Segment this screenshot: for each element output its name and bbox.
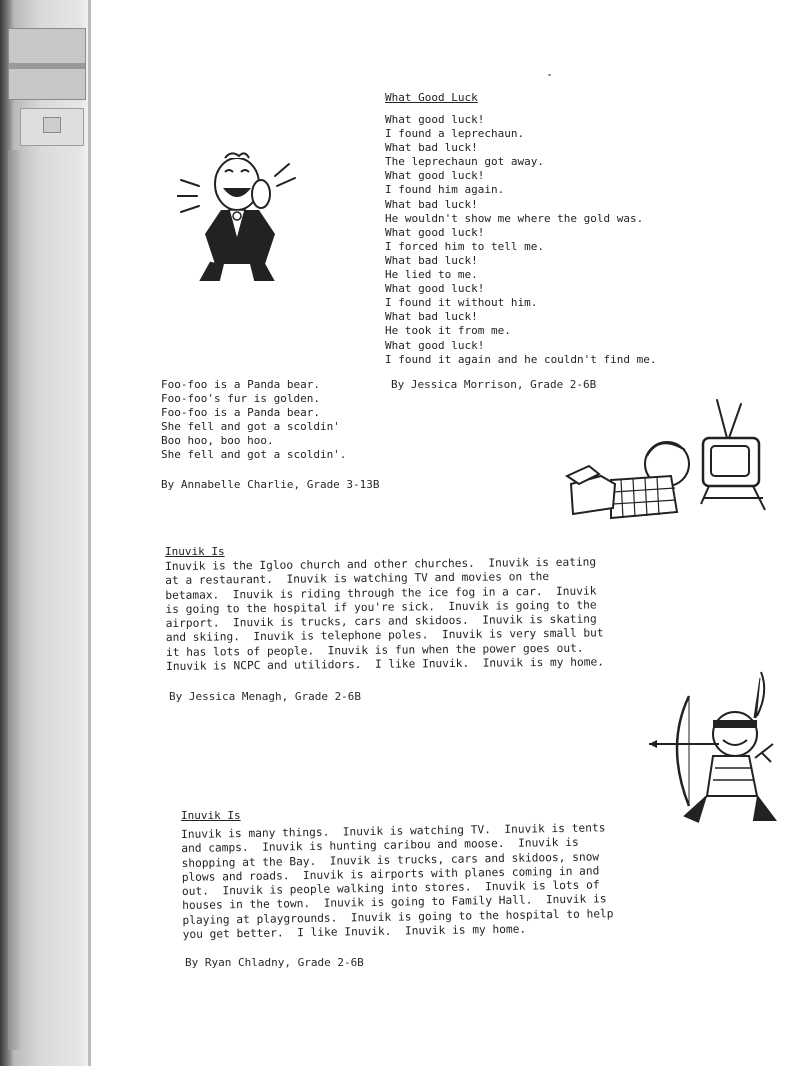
poem-line: What good luck! — [385, 338, 485, 352]
archer-child-icon — [643, 668, 783, 828]
poem-line: The leprechaun got away. — [385, 155, 544, 169]
child-watching-tv-icon — [561, 394, 783, 530]
poem-line: I forced him to tell me. — [385, 239, 544, 253]
poem-line: He wouldn't show me where the gold was. — [385, 211, 644, 225]
binder-clip — [8, 28, 86, 100]
poem-line: I found him again. — [385, 183, 505, 197]
essay-byline: By Ryan Chladny, Grade 2-6B — [185, 956, 364, 969]
essay-byline: By Jessica Menagh, Grade 2-6B — [169, 690, 362, 703]
poem-line: Foo-foo is a Panda bear. — [161, 406, 320, 420]
essay-line: playing at playgrounds. Inuvik is going to the hospital to help — [182, 906, 614, 927]
essay-line: airport. Inuvik is trucks, cars and skidoos. Inuvik is skating — [165, 612, 597, 631]
essay-line: shopping at the Bay. Inuvik is trucks, cars and skidoos, snow — [181, 850, 600, 870]
poem-line: Foo-foo's fur is golden. — [161, 392, 320, 406]
poem-body — [161, 378, 346, 463]
poem-line: What good luck! — [385, 113, 485, 126]
essay-line: you get better. I like Inuvik. Inuvik is my home. — [182, 922, 527, 942]
scanner-edge — [0, 0, 90, 1066]
poem-line: He lied to me. — [385, 268, 478, 282]
poem-line: He took it from me. — [385, 324, 511, 338]
poem-line: What bad luck! — [385, 253, 478, 267]
poem-line: She fell and got a scoldin'. — [161, 448, 347, 462]
poem-line: She fell and got a scoldin' — [161, 420, 340, 434]
speck — [548, 74, 551, 76]
essay-body — [181, 821, 614, 942]
poem-line: What good luck! — [385, 282, 485, 296]
essay-title: Inuvik Is — [181, 809, 241, 822]
essay-body — [165, 555, 604, 674]
poem-body — [385, 113, 657, 367]
laughing-man-icon — [177, 148, 301, 286]
essay-line: is going to the hospital if you're sick. Inuvik is going to the — [165, 598, 597, 616]
essay-line: houses in the town. Inuvik is going to Family Hall. Inuvik is — [182, 892, 607, 913]
essay-line: it has lots of people. Inuvik is fun when the power goes out. — [165, 641, 584, 659]
essay-line: and skiing. Inuvik is telephone poles. Inuvik is very small but — [165, 626, 604, 645]
essay-line: betamax. Inuvik is riding through the ice fog in a car. Inuvik — [165, 584, 597, 602]
poem-line: Boo hoo, boo hoo. — [161, 434, 274, 448]
essay-line: Inuvik is NCPC and utilidors. I like Inuvik. Inuvik is my home. — [166, 655, 604, 674]
binder-tab — [20, 108, 84, 146]
poem-line: What bad luck! — [385, 310, 478, 324]
poem-line: What bad luck! — [385, 141, 478, 155]
essay-line: at a restaurant. Inuvik is watching TV and movies on the — [165, 570, 550, 588]
essay-line: Inuvik is many things. Inuvik is watching TV. Inuvik is tents — [181, 821, 606, 841]
poem-line: What good luck! — [385, 225, 485, 239]
poem-byline: By Jessica Morrison, Grade 2-6B — [391, 378, 597, 391]
poem-line: I found it without him. — [385, 296, 538, 310]
essay-line: plows and roads. Inuvik is airports with planes coming in and — [181, 864, 600, 884]
poem-title: What Good Luck — [385, 91, 478, 104]
essay-line: and camps. Inuvik is hunting caribou and moose. Inuvik is — [181, 836, 579, 856]
binder-strip — [8, 150, 22, 1050]
poem-line: I found it again and he couldn't find me. — [385, 352, 657, 366]
essay-title: Inuvik Is — [165, 545, 225, 558]
poem-line: Foo-foo is a Panda bear. — [161, 378, 320, 391]
essay-line: Inuvik is the Igloo church and other churches. Inuvik is eating — [165, 555, 597, 573]
document-page — [91, 0, 793, 1066]
poem-line: I found a leprechaun. — [385, 127, 525, 141]
essay-line: out. Inuvik is people walking into stores. Inuvik is lots of — [181, 878, 600, 899]
poem-line: What good luck! — [385, 169, 485, 183]
poem-line: What bad luck! — [385, 197, 478, 211]
poem-byline: By Annabelle Charlie, Grade 3-13B — [161, 478, 380, 491]
